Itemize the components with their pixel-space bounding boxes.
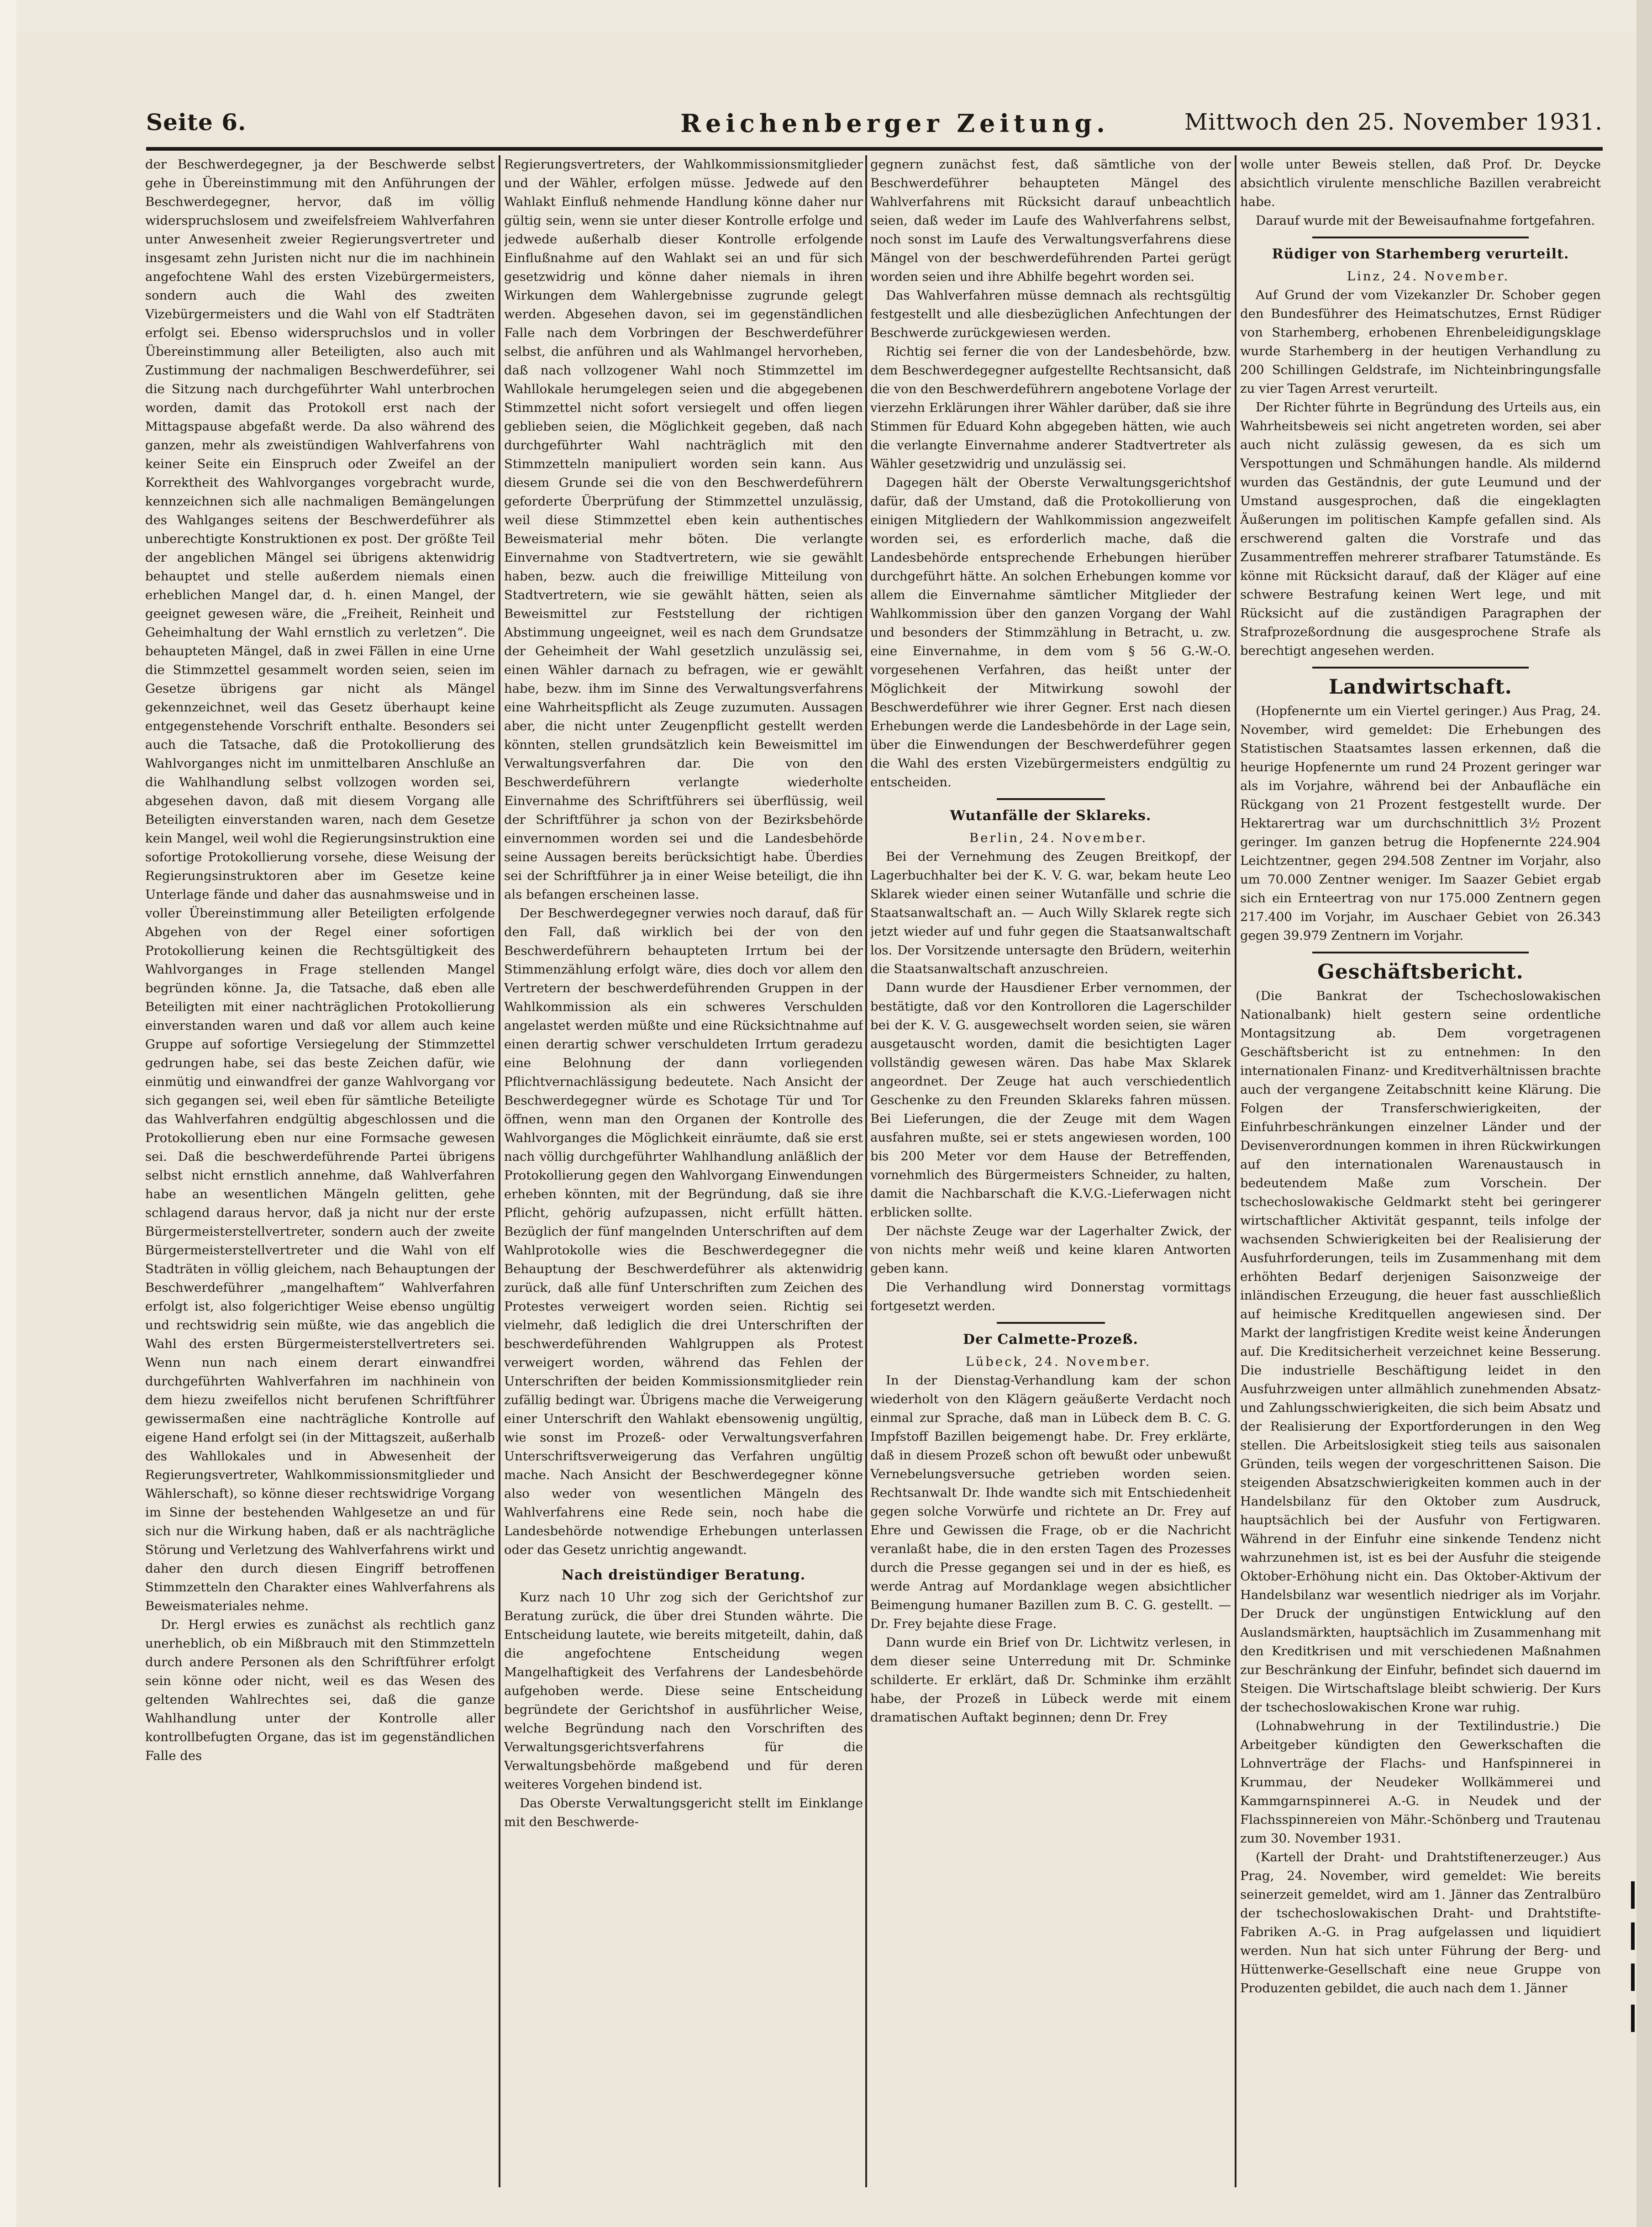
article-paragraph: Bei der Vernehmung des Zeugen Breitkopf, der Lagerbuchhalter bei der K. V. G. war, bekam heute Leo Sklarek wieder einen seiner Wutanfälle und schrie die Staatsanwaltschaft an. — Auch Willy Sklarek regte sich jetzt wieder auf und fuhr gegen die Staatsanwaltschaft los. Der Vorsitzende untersagte den Brüdern, weiterhin die Staatsanwaltschaft anzuschreien. <box>870 849 1231 976</box>
section-headline: Geschäftsbericht. <box>1317 960 1524 984</box>
article-headline: Der Calmette-Prozeß. <box>963 1332 1138 1348</box>
scan-top-margin <box>0 0 1652 32</box>
column-2 <box>504 155 863 2187</box>
column-1 <box>145 155 495 2187</box>
article-paragraph: Die Verhandlung wird Donnerstag vormittags fortgesetzt werden. <box>870 1280 1231 1313</box>
article-paragraph: Auf Grund der vom Vizekanzler Dr. Schober gegen den Bundesführer des Heimatschutzes, Ernst Rüdiger von Starhemberg, erhobenen Ehrenbeleidigungsklage wurde Starhemberg in der heutigen Verhandlung zu 200 Schillingen Geldstrafe, im Nichteinbringungsfalle zu vier Tagen Arrest verurteilt. <box>1240 288 1601 396</box>
article-paragraph: (Lohnabwehrung in der Textilindustrie.) Die Arbeitgeber kündigten den Gewerkschaften die Lohnverträge der Flachs- und Hanfspinnerei in Krummau, der Neudeker Wollkämmerei und Kammgarnspinnerei A.-G. in Neudek und der Flachsspinnereien von Mähr.-Schönberg und Trautenau zum 30. November 1931. <box>1240 1719 1601 1846</box>
dateline: Lübeck, 24. November. <box>965 1354 1152 1369</box>
page-header <box>146 109 1603 150</box>
dateline: Berlin, 24. November. <box>969 831 1148 845</box>
column-rule-1 <box>499 155 500 2187</box>
article-paragraph: Regierungsvertreters, der Wahlkommissionsmitglieder und der Wähler, erfolgen müsse. Jedwede auf den Wahlakt Einfluß nehmende Handlung könne daher nur gültig sein, wenn sie unter dieser Kontrolle erfolge und jedwede außerhalb dieser Kontrolle erfolgende Einflußnahme auf den Wahlakt sei an und für sich gesetzwidrig und könne daher niemals in ihren Wirkungen dem Wahlergebnisse zugrunde gelegt werden. Abgesehen davon, sei im gegenständlichen Falle nach dem Vorbringen der Beschwerdeführer selbst, die anführen und als Wahlmangel hervorheben, daß nach vollzogener Wahl noch Stimmzettel im Wahllokale herumgelegen seien und die abgegebenen Stimmzettel nicht sofort versiegelt und offen liegen geblieben seien, die Möglichkeit gegeben, daß nach durchgeführter Wahl nachträglich mit den Stimmzetteln manipuliert worden sein kann. Aus diesem Grunde sei die von den Beschwerdeführern geforderte Überprüfung der Stimmzettel unzulässig, weil diese Stimmzettel eben kein authentisches Beweismaterial mehr böten. Die verlangte Einvernahme von Stadtvertretern, wie sie gewählt haben, bezw. auch die freiwillige Mitteilung von Stadtvertretern, wie sie gewählt hätten, seien als Beweismittel zur Feststellung der richtigen Abstimmung ungeeignet, weil es nach dem Grundsatze der Geheimheit der Wahl gesetzlich unzulässig sei, einen Wähler darnach zu befragen, wie er gewählt habe, bezw. ihm im Sinne des Verwaltungsverfahrens eine Wahrheitspflicht als Zeuge zuzumuten. Aussagen aber, die nicht unter Zeugenpflicht gestellt werden könnten, stellen grundsätzlich kein Beweismittel im Verwaltungsverfahren dar. Die von den Beschwerdeführern verlangte wiederholte Einvernahme des Schriftführers sei überflüssig, weil der Schriftführer ja schon von der Bezirksbehörde einvernommen worden sei und die Landesbehörde seine Aussagen bereits berücksichtigt habe. Überdies sei der Schriftführer ja in einer Weise beteiligt, die ihn als befangen erscheinen lasse. <box>504 157 863 902</box>
article-headline: Rüdiger von Starhemberg verurteilt. <box>1272 246 1569 262</box>
column-rule-2 <box>865 155 867 2187</box>
column-3 <box>870 155 1231 2187</box>
article-paragraph: Das Oberste Verwaltungsgericht stellt im Einklange mit den Beschwerde- <box>504 1796 863 1829</box>
article-paragraph: Dann wurde ein Brief von Dr. Lichtwitz verlesen, in dem dieser seine Unterredung mit Dr. Schminke schilderte. Er erklärt, daß Dr. Schminke ihm erzählt habe, der Prozeß in Lübeck werde mit einem dramatischen Auftakt beginnen; denn Dr. Frey <box>870 1635 1231 1725</box>
section-headline: Nach dreistündiger Beratung. <box>561 1567 806 1583</box>
scan-left-edge <box>0 0 16 2227</box>
article-paragraph: (Kartell der Draht- und Drahtstiftenerzeuger.) Aus Prag, 24. November, wird gemeldet: Wie bereits seinerzeit gemeldet, wird am 1. Jänner das Zentralbüro der tschechoslowakischen Draht- und Drahtstifte-Fabriken A.-G. in Prag aufgelassen und liquidiert werden. Nun hat sich unter Führung der Berg- und Hüttenwerke-Gesellschaft eine neue Gruppe von Produzenten gebildet, die auch nach dem 1. Jänner <box>1240 1850 1601 1995</box>
section-divider <box>1312 667 1529 669</box>
column-4 <box>1240 155 1601 2187</box>
page-number: Seite 6. <box>146 109 247 136</box>
article-paragraph: (Die Bankrat der Tschechoslowakischen Nationalbank) hielt gestern seine ordentliche Montagsitzung ab. Dem vorgetragenen Geschäftsbericht ist zu entnehmen: In den internationalen Finanz- und Kreditverhältnissen brachte auch der vergangene Zeitabschnitt keine Klärung. Die Folgen der Transferschwierigkeiten, der Einfuhrbeschränkungen einzelner Länder und der Devisenverordnungen kommen in ihren Rückwirkungen auf den internationalen Warenaustausch in bedeutendem Maße zum Vorschein. Der tschechoslowakische Geldmarkt steht bei geringerer wirtschaftlicher Aktivität gespannt, teils infolge der wachsenden Schwierigkeiten bei der Realisierung der Ausfuhrforderungen, teils im Zusammenhang mit dem erhöhten Bedarf derjenigen Saisonzweige der inländischen Erzeugung, die heuer fast ausschließlich auf heimische Kreditquellen angewiesen sind. Der Markt der langfristigen Kredite weist keine Änderungen auf. Die Kreditsicherheit verzeichnet keine Besserung. Die industrielle Beschäftigung leidet in den Ausfuhrzweigen unter allmählich zunehmenden Absatz- und Zahlungsschwierigkeiten, die sich beim Absatz und der Realisierung der Exportforderungen in den Weg stellen. Die Arbeitslosigkeit stieg teils aus saisonalen Gründen, teils wegen der vorgeschrittenen Saison. Die steigenden Absatzschwierigkeiten kommen auch in der Handelsbilanz für den Oktober zum Ausdruck, hauptsächlich bei der Ausfuhr von Fertigwaren. Während in der Einfuhr eine sinkende Tendenz nicht wahrzunehmen ist, ist es bei der Ausfuhr die steigende Oktober-Erhöhung nicht ein. Das Oktober-Aktivum der Handelsbilanz war wesentlich niedriger als im Vorjahr. Der Druck der ungünstigen Entwicklung auf den Auslandsmärkten, hauptsächlich im Zusammenhang mit den Kreditkrisen und mit verschiedenen Maßnahmen zur Beschränkung der Einfuhr, befindet sich dauernd im Steigen. Die Wirtschaftslage bleibt schwierig. Der Kurs der tschechoslowakischen Krone war ruhig. <box>1240 989 1601 1715</box>
article-paragraph: Darauf wurde mit der Beweisaufnahme fortgefahren. <box>1256 213 1595 228</box>
article-paragraph: wolle unter Beweis stellen, daß Prof. Dr. Deycke absichtlich virulente menschliche Bazillen verabreicht habe. <box>1240 157 1601 209</box>
newspaper-title: Reichenberger Zeitung. <box>680 109 1110 138</box>
article-paragraph: Der Beschwerdegegner verwies noch darauf, daß für den Fall, daß wirklich bei der von den Beschwerdeführern behaupteten Irrtum bei der Stimmenzählung erfolgt wäre, dies doch vor allem den Vertretern der beschwerdeführenden Gruppen in der Wahlkommission als ein schweres Verschulden angelastet werden müßte und eine Rücksichtnahme auf einen derartig schwer verschuldeten Irrtum geradezu eine Belohnung der dann vorliegenden Pflichtvernachlässigung bedeutete. Nach Ansicht der Beschwerdegegner würde es Schotage Tür und Tor öffnen, wenn man den Organen der Kontrolle des Wahlvorganges die Möglichkeit einräumte, daß sie erst nach völlig durchgeführter Wahlhandlung anläßlich der Protokollierung gegen den Wahlvorgang Einwendungen erheben könnten, mit der Begründung, daß sie ihre Pflicht, gehörig aufzupassen, nicht erfüllt hätten. Bezüglich der fünf mangelnden Unterschriften auf dem Wahlprotokolle wies die Beschwerdegegner die Behauptung der Beschwerdeführer als aktenwidrig zurück, daß alle fünf Unterschriften zum Zeichen des Protestes verweigert worden seien. Richtig sei vielmehr, daß lediglich die drei Unterschriften der beschwerdeführenden Wahlgruppen als Protest verweigert worden, während das Fehlen der Unterschriften der beiden Kommissionsmitglieder rein zufällig bedingt war. Übrigens mache die Verweigerung einer Unterschrift den Wahlakt ebensowenig ungültig, wie sonst im Prozeß- oder Verwaltungsverfahren Unterschriftsverweigerung das Verfahren ungültig mache. Nach Ansicht der Beschwerdegegner könne also weder von wesentlichen Mängeln des Wahlverfahrens eine Rede sein, noch habe die Landesbehörde notwendige Erhebungen unterlassen oder das Gesetz unrichtig angewandt. <box>504 906 863 1557</box>
article-paragraph: Dann wurde der Hausdiener Erber vernommen, der bestätigte, daß vor den Kontrolloren die Lagerschilder bei der K. V. G. ausgewechselt worden seien, sie wären ausgetauscht worden, damit die besichtigten Lager vollständig gewesen wären. Das habe Max Sklarek angeordnet. Der Zeuge hat auch verschiedentlich Geschenke zu den Freunden Sklareks fahren müssen. Bei Lieferungen, die der Zeuge mit dem Wagen ausfahren mußte, sei er stets angewiesen worden, 100 bis 200 Meter vor dem Hause der Betreffenden, vornehmlich des Bürgermeisters Schneider, zu halten, damit die Nachbarschaft die K.V.G.-Lieferwagen nicht erblicken sollte. <box>870 980 1231 1220</box>
article-paragraph: (Hopfenernte um ein Viertel geringer.) Aus Prag, 24. November, wird gemeldet: Die Erhebungen des Statistischen Staatsamtes lassen erkennen, daß die heurige Hopfenernte um rund 24 Prozent geringer war als im Vorjahre, während bei der Anbaufläche ein Rückgang von 21 Prozent festgestellt wurde. Der Hektarertrag war um durchschnittlich 3½ Prozent geringer. Im ganzen betrug die Hopfenernte 224.904 Leichtzentner, gegen 294.508 Zentner im Vorjahr, also um 70.000 Zentner weniger. Im Saazer Gebiet ergab sich ein Ernteertrag von nur 175.000 Zentnern gegen 217.400 im Vorjahr, im Auschaer Gebiet von 26.343 gegen 39.979 Zentnern im Vorjahr. <box>1240 704 1601 943</box>
article-headline: Wutanfälle der Sklareks. <box>950 808 1152 824</box>
article-paragraph: Richtig sei ferner die von der Landesbehörde, bzw. dem Beschwerdegegner aufgestellte Rechtsansicht, daß die von den Beschwerdeführern angebotene Vorlage der vierzehn Erklärungen ihrer Wähler darüber, daß sie ihre Stimmen für Eduard Kohn abgegeben hätten, wie auch die verlangte Einvernahme anderer Stadtvertreter als Wähler gesetzwidrig und unzulässig sei. <box>870 344 1231 471</box>
binding-marks <box>1631 1881 1636 2110</box>
article-paragraph: Kurz nach 10 Uhr zog sich der Gerichtshof zur Beratung zurück, die über drei Stunden währte. Die Entscheidung lautete, wie bereits mitgeteilt, dahin, daß die angefochtene Entscheidung wegen Mangelhaftigkeit des Verfahrens der Landesbehörde aufgehoben werde. Diese seine Entscheidung begründete der Gerichtshof in ausführlicher Weise, welche Begründung nach den Vorschriften des Verwaltungsgerichtsverfahrens für die Verwaltungsbehörde maßgebend und für deren weiteres Vorgehen bindend ist. <box>504 1590 863 1792</box>
article-paragraph: Dagegen hält der Oberste Verwaltungsgerichtshof dafür, daß der Umstand, daß die Protokollierung von einigen Mitgliedern der Wahlkommission angezweifelt worden sei, es erforderlich mache, daß die Landesbehörde entsprechende Erhebungen hierüber durchgeführt hätte. An solchen Erhebungen komme vor allem die Einvernahme sämtlicher Mitglieder der Wahlkommission über den ganzen Vorgang der Wahl und besonders der Stimmzählung in Betracht, u. zw. eine Einvernahme, in dem vom § 56 G.-W.-O. vorgesehenen Verfahren, das heißt unter der Möglichkeit der Mitwirkung sowohl der Beschwerdeführer wie ihrer Gegner. Erst nach diesen Erhebungen werde die Landesbehörde in der Lage sein, über die Einwendungen der Beschwerdeführer gegen die Wahl des ersten Vizebürgermeisters endgültig zu entscheiden. <box>870 475 1231 790</box>
article-paragraph: der Beschwerdegegner, ja der Beschwerde selbst gehe in Übereinstimmung mit den Anführungen der Beschwerdegegner, hervor, daß im völlig widerspruchslosem und zweifelsfreiem Wahlverfahren unter Anwesenheit zweier Regierungsvertreter und insgesamt zehn Juristen nicht nur die im nachhinein angefochtene Wahl des ersten Vizebürgermeisters, sondern auch die Wahl des zweiten Vizebürgermeisters und die Wahl von elf Stadträten erfolgt sei. Ebenso widerspruchslos und in voller Übereinstimmung aller Beteiligten, also auch mit Zustimmung der nachmaligen Beschwerdeführer, sei die Sitzung nach durchgeführter Wahl unterbrochen worden, damit das Protokoll erst nach der Mittagspause abgefaßt werde. Da also während des ganzen, mehr als zweistündigen Wahlverfahrens von keiner Seite ein Einspruch oder Zweifel an der Korrektheit des Wahlvorganges vorgebracht wurde, kennzeichnen sich alle nachmaligen Bemängelungen des Wahlganges seitens der Beschwerdeführer als unberechtigte Konstruktionen ex post. Der größte Teil der angeblichen Mängel sei übrigens aktenwidrig behauptet und stelle außerdem niemals einen erheblichen Mangel dar, d. h. einen Mangel, der geeignet gewesen wäre, die „Freiheit, Reinheit und Geheimhaltung der Wahl ernstlich zu verletzen“. Die behaupteten Mängel, daß in zwei Fällen in eine Urne die Stimmzettel gesammelt worden seien, seien im Gesetze übrigens gar nicht als Mängel gekennzeichnet, weil das Gesetz überhaupt keine entgegenstehende Vorschrift enthalte. Besonders sei auch die Tatsache, daß die Protokollierung des Wahlvorganges nicht im unmittelbaren Anschluße an die Wahlhandlung selbst vollzogen worden sei, abgesehen davon, daß mit diesem Vorgang alle Beteiligten einverstanden waren, nach dem Gesetze kein Mangel, weil wohl die Regierungsinstruktion eine sofortige Protokollierung vorsehe, diese Weisung der Regierungsinstruktoren aber im Gesetze keine Unterlage fände und daher das ausnahmsweise und in voller Übereinstimmung aller Beteiligten erfolgende Abgehen von der Regel einer sofortigen Protokollierung keinen die Rechtsgültigkeit des Wahlvorganges in Frage stellenden Mangel begründen könne. Ja, die Tatsache, daß eben alle Beteiligten mit einer nachträglichen Protokollierung einverstanden waren und daß vor allem auch keine Gruppe auf sofortige Versiegelung der Stimmzettel gedrungen habe, sei das beste Zeichen dafür, wie einmütig und einwandfrei der ganze Wahlvorgang vor sich gegangen sei, weil eben für sämtliche Beteiligte das Wahlverfahren endgültig abgeschlossen und die Protokollierung eben nur eine Formsache gewesen sei. Daß die beschwerdeführende Partei übrigens selbst nicht ernstlich annehme, daß Wahlverfahren habe an wesentlichen Mängeln gelitten, gehe schlagend daraus hervor, daß ja nicht nur der erste Bürgermeisterstellvertreter, sondern auch der zweite Bürgermeisterstellvertreter und die Wahl von elf Stadträten in völlig gleichem, nach Behauptungen der Beschwerdeführer „mangelhaftem“ Wahlverfahren erfolgt ist, also folgerichtiger Weise ebenso ungültig und rechtswidrig sein müßte, wie das angeblich die Wahl des ersten Bürgermeisterstellvertreters sei. Wenn nun nach einem derart einwandfrei durchgeführten Wahlverfahren im nachhinein von dem hiezu zweifellos nicht berufenen Schriftführer gewissermaßen eine nachträgliche Kontrolle auf eigene Hand erfolgt sei (in der Mittagszeit, außerhalb des Wahllokales und in Abwesenheit der Regierungsvertreter, Wahlkommissionsmitglieder und Wählerschaft), so könne dieser rechtswidrige Vorgang im Sinne der bestehenden Wahlgesetze an und für sich nur die Wirkung haben, daß er als nachträgliche Störung und Verletzung des Wahlverfahrens wirkt und daher den durch diesen Eingriff betroffenen Stimmzetteln den Charakter eines Wahlverfahrens als Beweismateriales nehme. <box>145 157 495 1613</box>
section-headline: Landwirtschaft. <box>1329 675 1512 699</box>
column-rule-3 <box>1235 155 1236 2187</box>
header-rule <box>146 147 1603 151</box>
section-divider <box>1312 952 1529 953</box>
article-paragraph: gegnern zunächst fest, daß sämtliche von der Beschwerdeführer behaupteten Mängel des Wahlverfahrens mit Rücksicht darauf unbeachtlich seien, daß weder im Laufe des Wahlverfahrens selbst, noch sonst im Laufe des Verwaltungsverfahrens diese Mängel von der beschwerdeführenden Partei gerügt worden seien und ihre Abhilfe begehrt worden sei. <box>870 157 1231 284</box>
article-paragraph: In der Dienstag-Verhandlung kam der schon wiederholt von den Klägern geäußerte Verdacht noch einmal zur Sprache, daß man in Lübeck dem B. C. G. Impfstoff Bazillen beigemengt habe. Dr. Frey erklärte, daß in diesem Prozeß schon oft bewußt oder unbewußt Vernebelungsversuche getrieben worden seien. Rechtsanwalt Dr. Ihde wandte sich mit Entschiedenheit gegen solche Vorwürfe und richtete an Dr. Frey auf Ehre und Gewissen die Frage, ob er die Nachricht veranlaßt habe, die in den ersten Tagen des Prozesses durch die Presse gegangen sei und in der es hieß, es werde Antrag auf Mordanklage wegen absichtlicher Beimengung humaner Bazillen zum B. C. G. gestellt. — Dr. Frey bejahte diese Frage. <box>870 1373 1231 1631</box>
article-paragraph: Der Richter führte in Begründung des Urteils aus, ein Wahrheitsbeweis sei nicht angetreten worden, sei aber auch nicht zulässig gewesen, da es sich um Verspottungen und Schmähungen handle. Als mildernd wurden das Geständnis, der gute Leumund und der Umstand ausgesprochen, daß die eingeklagten Äußerungen im politischen Kampfe gefallen sind. Als erschwerend galten die Vorstrafe und das Zusammentreffen mehrerer strafbarer Tatumstände. Es könne mit Rücksicht darauf, daß der Kläger auf eine schwere Bestrafung keinen Wert lege, und mit Rücksicht auf die zuständigen Paragraphen der Strafprozeßordnung die ausgesprochene Strafe als berechtigt angesehen werden. <box>1240 400 1601 658</box>
article-divider <box>997 798 1105 800</box>
article-paragraph: Dr. Hergl erwies es zunächst als rechtlich ganz unerheblich, ob ein Mißbrauch mit den Stimmzetteln durch andere Personen als den Schriftführer erfolgt sein könne oder nicht, weil es das Wesen des geltenden Wahlrechtes sei, daß die ganze Wahlhandlung unter der Kontrolle aller kontrollbefugten Organe, das ist im gegenständlichen Falle des <box>145 1617 495 1763</box>
article-paragraph: Das Wahlverfahren müsse demnach als rechtsgültig festgestellt und alle diesbezüglichen Anfechtungen der Beschwerde zurückgewiesen werden. <box>870 288 1231 340</box>
article-paragraph: Der nächste Zeuge war der Lagerhalter Zwick, der von nichts mehr weiß und keine klaren Antworten geben kann. <box>870 1224 1231 1276</box>
article-divider <box>1312 237 1529 238</box>
article-divider <box>997 1322 1105 1324</box>
scan-right-edge <box>1636 0 1652 2227</box>
issue-date: Mittwoch den 25. November 1931. <box>1184 109 1603 135</box>
dateline: Linz, 24. November. <box>1347 269 1510 284</box>
